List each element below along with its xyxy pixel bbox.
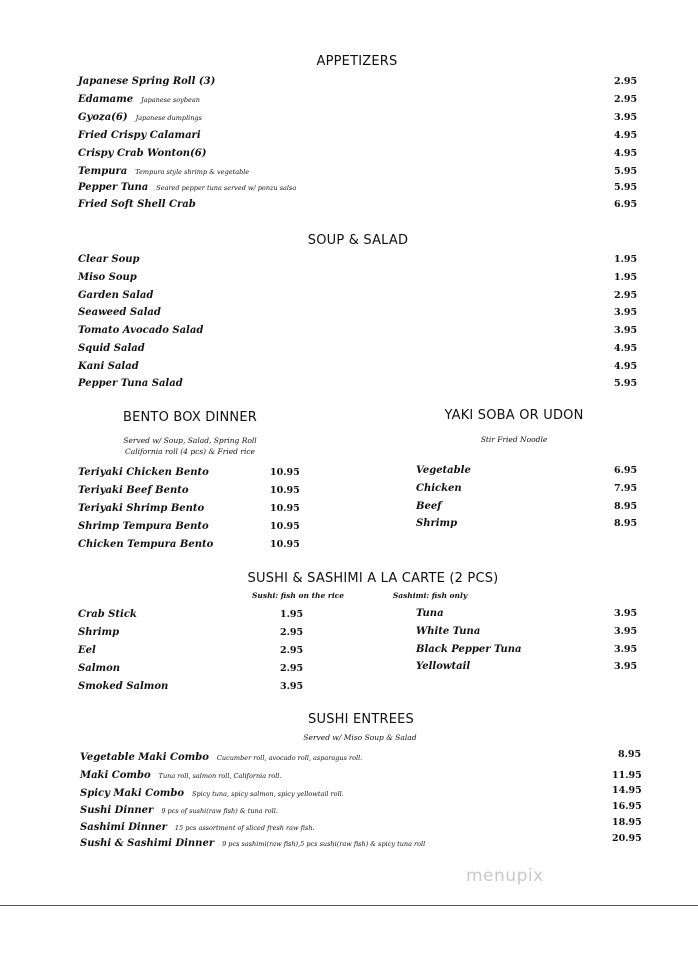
item-price: 7.95 (614, 483, 638, 494)
item-name: Salmon (78, 663, 121, 674)
item-price: 4.95 (614, 343, 638, 354)
soup-salad-heading: SOUP & SALAD (307, 233, 409, 248)
item-name-wrap (80, 805, 278, 816)
bento-heading: BENTO BOX DINNER (122, 410, 258, 425)
item-name: Maki Combo (80, 770, 151, 781)
menu-item (80, 801, 642, 821)
item-name: Shrimp Tempura Bento (78, 521, 209, 532)
item-name: Pepper Tuna Salad (78, 378, 183, 389)
item-name: Crispy Crab Wonton(6) (78, 148, 207, 159)
item-name: Chicken (416, 483, 462, 494)
item-price: 8.95 (618, 749, 642, 760)
item-name: Vegetable (416, 465, 471, 476)
item-price: 5.95 (614, 166, 638, 177)
item-price: 16.95 (612, 801, 642, 812)
menu-item (78, 148, 638, 164)
menu-item (78, 485, 308, 501)
menu-item (78, 663, 308, 679)
bento-note-line1: Served w/ Soup, Salad, Spring Roll (123, 436, 257, 445)
menu-item (78, 539, 308, 555)
item-name: Yellowtail (416, 661, 471, 672)
item-name-wrap (78, 182, 296, 193)
menu-item (78, 681, 308, 697)
item-price: 4.95 (614, 361, 638, 372)
item-price: 10.95 (270, 503, 300, 514)
item-name: Teriyaki Chicken Bento (78, 467, 209, 478)
item-price: 11.95 (612, 770, 642, 781)
item-name: Shrimp (78, 627, 120, 638)
item-description: 9 pcs of sushi(raw fish) & tuna roll. (161, 807, 278, 815)
item-price: 3.95 (614, 325, 638, 336)
item-price: 3.95 (614, 644, 638, 655)
item-price: 1.95 (614, 272, 638, 283)
menu-item (78, 166, 638, 182)
item-price: 1.95 (614, 254, 638, 265)
item-name: Pepper Tuna (78, 182, 149, 193)
menu-item (416, 608, 638, 624)
item-name: Vegetable Maki Combo (80, 752, 209, 763)
item-name-wrap (80, 770, 281, 781)
sashimi-note: Sashimi: fish only (392, 591, 468, 600)
item-name: Black Pepper Tuna (416, 644, 522, 655)
menu-item (80, 770, 640, 786)
item-description: Cucumber roll, avocado roll, asparagus roll. (216, 754, 363, 762)
page-edge-line (0, 905, 698, 906)
item-price: 3.95 (614, 307, 638, 318)
item-name: Kani Salad (78, 361, 139, 372)
item-price: 10.95 (270, 539, 300, 550)
sushi-sashimi-heading: SUSHI & SASHIMI A LA CARTE (2 PCS) (247, 571, 499, 586)
menu-item (78, 112, 638, 128)
item-name: Fried Crispy Calamari (78, 130, 201, 141)
item-description: Japanese soybean (141, 96, 200, 104)
yaki-heading: YAKI SOBA OR UDON (444, 408, 584, 423)
item-price: 2.95 (614, 94, 638, 105)
menu-item (78, 94, 638, 110)
item-price: 20.95 (612, 833, 642, 844)
item-name: Shrimp (416, 518, 458, 529)
menu-item (416, 661, 638, 677)
item-name: Beef (416, 501, 442, 512)
menu-item (416, 483, 638, 499)
item-name: Teriyaki Beef Bento (78, 485, 189, 496)
item-name-wrap (78, 166, 249, 177)
menu-item (80, 833, 642, 854)
menu-item (78, 609, 308, 625)
item-name: Gyoza(6) (78, 112, 128, 123)
item-price: 2.95 (280, 663, 304, 674)
menu-item (78, 307, 638, 323)
item-name: Squid Salad (78, 343, 145, 354)
item-price: 10.95 (270, 485, 300, 496)
menu-item (416, 465, 638, 481)
menu-item (80, 749, 642, 768)
menu-item (80, 785, 642, 804)
menu-item (78, 325, 638, 341)
item-name: Seaweed Salad (78, 307, 161, 318)
item-name: Sushi & Sashimi Dinner (80, 838, 215, 849)
item-name: White Tuna (416, 626, 481, 637)
item-name-wrap (80, 822, 315, 833)
entrees-note: Served w/ Miso Soup & Salad (303, 733, 417, 742)
item-name: Japanese Spring Roll (3) (78, 76, 216, 87)
item-description: 9 pcs sashimi(raw fish),5 pcs sushi(raw fish) & spicy tuna roll (222, 840, 426, 848)
item-price: 10.95 (270, 467, 300, 478)
item-name: Fried Soft Shell Crab (78, 199, 196, 210)
item-name: Crab Stick (78, 609, 137, 620)
bento-note-line2: California roll (4 pcs) & Fried rice (125, 447, 255, 456)
item-name-wrap (80, 788, 344, 799)
appetizers-heading: APPETIZERS (316, 54, 398, 69)
item-price: 5.95 (614, 378, 638, 389)
item-name: Tomato Avocado Salad (78, 325, 204, 336)
item-price: 2.95 (614, 290, 638, 301)
item-name: Tuna (416, 608, 444, 619)
item-description: Seared pepper tuna served w/ ponzu salsa (156, 184, 297, 192)
item-description: Japanese dumplings (135, 114, 202, 122)
item-description: 15 pcs assortment of sliced fresh raw fish. (174, 824, 315, 832)
yaki-note: Stir Fried Noodle (480, 435, 548, 444)
item-price: 8.95 (614, 501, 638, 512)
item-price: 14.95 (612, 785, 642, 796)
menu-item (78, 645, 308, 661)
item-name-wrap (78, 94, 200, 105)
item-description: Tempura style shrimp & vegetable (135, 168, 250, 176)
menu-item (80, 817, 642, 838)
menu-item (78, 627, 308, 643)
item-price: 3.95 (280, 681, 304, 692)
item-name-wrap (78, 112, 202, 123)
item-price: 1.95 (280, 609, 304, 620)
menu-item (78, 182, 638, 198)
item-description: Tuna roll, salmon roll, California roll. (158, 772, 282, 780)
item-price: 4.95 (614, 148, 638, 159)
item-name: Teriyaki Shrimp Bento (78, 503, 205, 514)
menu-item (78, 130, 638, 146)
item-price: 3.95 (614, 661, 638, 672)
menu-item (416, 626, 638, 642)
menu-item (78, 254, 638, 270)
item-name: Smoked Salmon (78, 681, 169, 692)
item-price: 8.95 (614, 518, 638, 529)
item-name: Eel (78, 645, 96, 656)
menu-item (78, 378, 638, 394)
item-price: 2.95 (280, 645, 304, 656)
item-description: Spicy tuna, spicy salmon, spicy yellowtail roll. (192, 790, 344, 798)
menu-item (78, 521, 308, 537)
item-name: Clear Soup (78, 254, 140, 265)
item-price: 3.95 (614, 608, 638, 619)
menu-item (78, 76, 638, 92)
item-name-wrap (80, 838, 425, 849)
item-name: Garden Salad (78, 290, 154, 301)
menu-item (416, 501, 638, 517)
menu-item (78, 290, 638, 306)
item-name: Edamame (78, 94, 134, 105)
menu-item (416, 518, 638, 534)
item-name: Chicken Tempura Bento (78, 539, 214, 550)
item-price: 6.95 (614, 199, 638, 210)
sushi-note: Sushi: fish on the rice (251, 591, 345, 600)
menu-item (78, 503, 308, 519)
watermark: menupix (466, 866, 544, 886)
item-price: 5.95 (614, 182, 638, 193)
item-name: Sushi Dinner (80, 805, 154, 816)
menu-item (78, 199, 638, 215)
entrees-heading: SUSHI ENTREES (308, 712, 414, 727)
menu-item (78, 272, 638, 288)
item-name: Sashimi Dinner (80, 822, 167, 833)
item-price: 2.95 (614, 76, 638, 87)
item-price: 3.95 (614, 112, 638, 123)
item-price: 2.95 (280, 627, 304, 638)
menu-item (78, 361, 638, 377)
item-name: Tempura (78, 166, 128, 177)
item-price: 18.95 (612, 817, 642, 828)
item-price: 10.95 (270, 521, 300, 532)
item-name-wrap (80, 752, 362, 763)
item-name: Spicy Maki Combo (80, 788, 185, 799)
menu-item (78, 467, 308, 483)
item-price: 4.95 (614, 130, 638, 141)
item-name: Miso Soup (78, 272, 137, 283)
menu-item (78, 343, 638, 359)
menu-item (416, 644, 638, 660)
item-price: 6.95 (614, 465, 638, 476)
item-price: 3.95 (614, 626, 638, 637)
